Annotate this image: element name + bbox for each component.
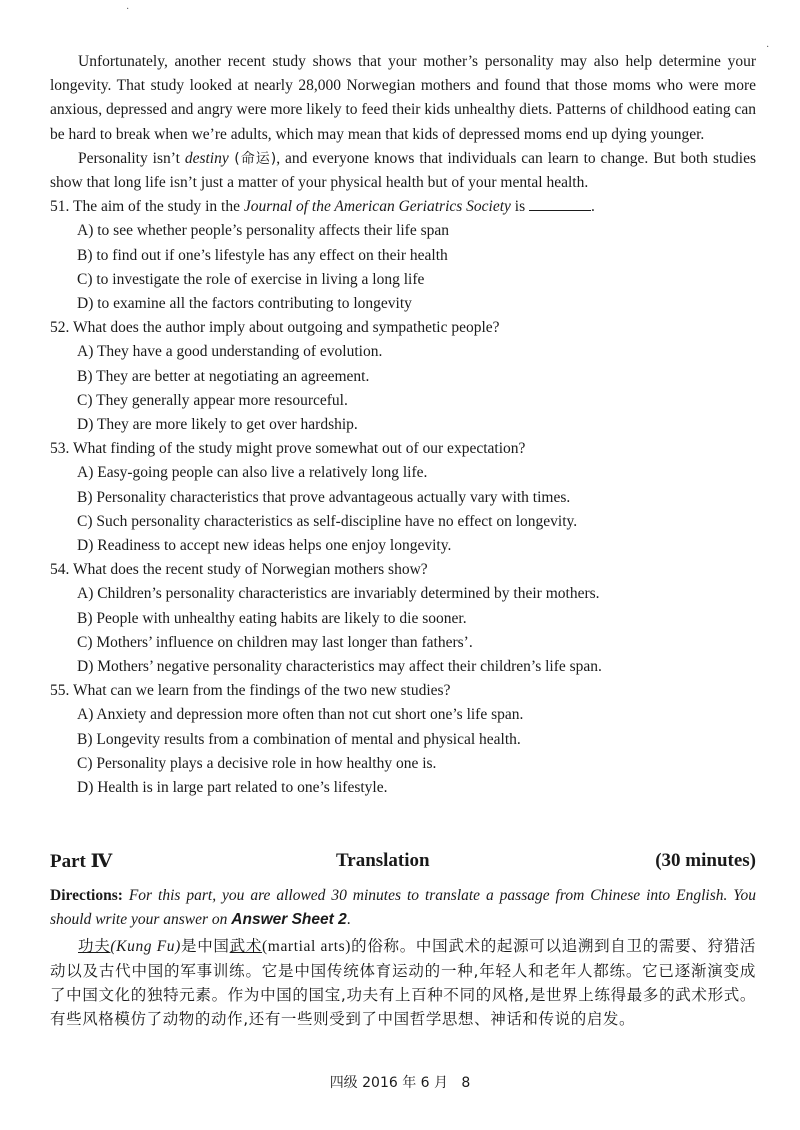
question-stem: 53. What finding of the study might prove somewhat out of our expectation? [50, 440, 526, 458]
option-a: A) to see whether people’s personality affects their life span [77, 222, 450, 240]
option-c: C) Such personality characteristics as self-discipline have no effect on longevity. [77, 512, 578, 530]
question-stem [50, 195, 756, 219]
cn-text-1: 是中国 [180, 937, 230, 955]
stem-start: 51. The aim of the study in the [50, 198, 244, 216]
part-time: (30 minutes) [655, 850, 756, 871]
p2-text-end: , and everyone knows that individuals can learn to change. But both studies show that long life isn’t just a matter of your physical health but of your mental health. [50, 149, 756, 192]
part-title: Translation [336, 850, 430, 871]
cn-text-rest: 的俗称。中国武术的起源可以追溯到自卫的需要、狩猎活动以及古代中国的军事训练。它是中国传统体育运动的一种,年轻人和老年人都练。它已逐渐演变成了中国文化的独特元素。作为中国的国宝,功夫有上百种不同的风格,是世界上练得最多的武术形式。有些风格模仿了动物的动作,还有一些则受到了中国哲学思想、神话和传说的启发。 [50, 937, 757, 1028]
option-c: C) Mothers’ influence on children may last longer than fathers’. [77, 633, 473, 651]
option-d: D) Mothers’ negative personality characteristics may affect their children’s life span. [77, 658, 602, 676]
exam-label: 四级 2016 年 6 月 [329, 1075, 449, 1091]
question-53 [50, 437, 756, 558]
martial-arts-gloss: (martial arts) [262, 938, 352, 955]
answer-blank [529, 196, 591, 211]
directions [50, 884, 756, 932]
option-d: D) They are more likely to get over hardship. [77, 416, 358, 434]
option-b: B) Personality characteristics that prove advantageous actually vary with times. [77, 488, 571, 506]
reading-section [50, 50, 756, 800]
p2-text-start: Personality isn’t [78, 149, 185, 167]
question-51 [50, 195, 756, 316]
p2-gloss: (命运) [228, 150, 277, 167]
question-52 [50, 316, 756, 437]
question-55 [50, 679, 756, 800]
option-b: B) They are better at negotiating an agreement. [77, 367, 370, 385]
directions-end: . [346, 911, 351, 928]
option-d: D) to examine all the factors contributing to longevity [77, 295, 412, 313]
option-b: B) Longevity results from a combination of mental and physical health. [77, 730, 521, 748]
part-label: Part Ⅳ [50, 851, 113, 872]
p2-italic-word: destiny [184, 149, 229, 167]
page-number: 8 [461, 1075, 471, 1091]
kungfu-term: 功夫 [78, 937, 111, 955]
option-c: C) to investigate the role of exercise in living a long life [77, 270, 425, 288]
option-b: B) People with unhealthy eating habits are likely to die sooner. [77, 609, 467, 627]
kungfu-gloss: (Kung Fu) [110, 938, 181, 955]
directions-text: For this part, you are allowed 30 minutes to translate a passage from Chinese into English. You should write your answer on [50, 887, 756, 928]
scan-speck: · [126, 4, 130, 15]
question-stem: 55. What can we learn from the findings of the two new studies? [50, 682, 451, 700]
page-footer [0, 1072, 800, 1092]
scan-speck: · [766, 42, 770, 53]
option-d: D) Health is in large part related to one’s lifestyle. [77, 779, 388, 797]
option-b: B) to find out if one’s lifestyle has any effect on their health [77, 246, 448, 264]
part-header [50, 850, 756, 878]
option-a: A) They have a good understanding of evolution. [77, 343, 383, 361]
option-c: C) Personality plays a decisive role in how healthy one is. [77, 754, 437, 772]
wushu-term: 武术 [229, 937, 263, 955]
option-a: A) Children’s personality characteristics are invariably determined by their mothers. [77, 585, 600, 603]
passage-paragraph-1: Unfortunately, another recent study shows that your mother’s personality may also help determine your longevity. That study looked at nearly 28,000 Norwegian mothers and found that those moms who were more anxious, depressed and angry were more likely to feed their kids unhealthy diets. Patterns of childhood eating can be hard to break when we’re adults, which may mean that kids of depressed moms end up dying younger. [50, 53, 756, 143]
passage-paragraph-2 [50, 147, 756, 195]
journal-title: Journal of the American Geriatrics Society [243, 198, 511, 216]
option-c: C) They generally appear more resourceful. [77, 391, 348, 409]
question-stem: 54. What does the recent study of Norwegian mothers show? [50, 561, 428, 579]
option-a: A) Anxiety and depression more often than not cut short one’s life span. [77, 706, 524, 724]
question-stem: 52. What does the author imply about outgoing and sympathetic people? [50, 319, 500, 337]
stem-after: is [510, 198, 526, 216]
stem-end: . [591, 198, 595, 216]
directions-label: Directions: [50, 887, 123, 904]
option-a: A) Easy-going people can also live a relatively long life. [77, 464, 428, 482]
option-d: D) Readiness to accept new ideas helps one enjoy longevity. [77, 537, 452, 555]
question-54 [50, 558, 756, 679]
answer-sheet-label: Answer Sheet 2 [231, 911, 347, 928]
chinese-passage [50, 934, 756, 1031]
